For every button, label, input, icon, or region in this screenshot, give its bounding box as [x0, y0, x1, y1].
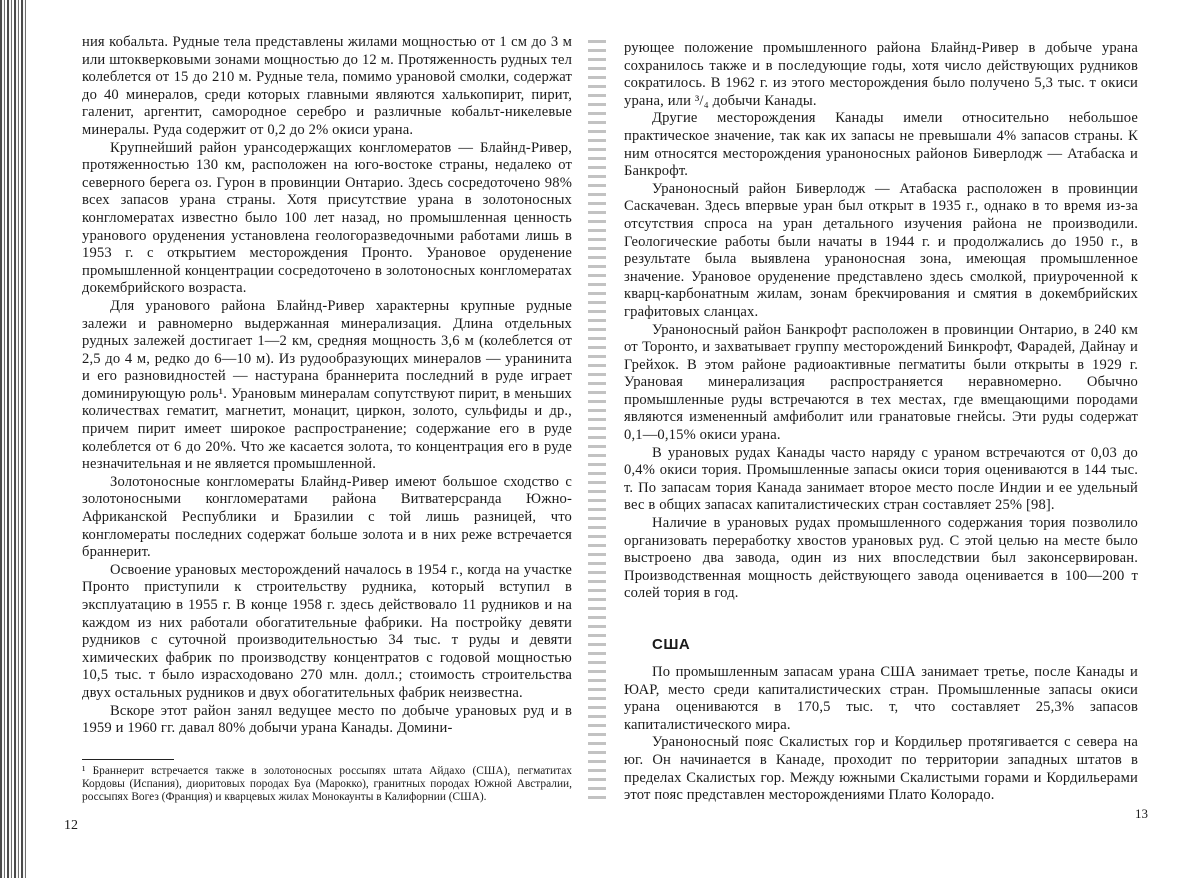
right-page-text	[624, 40, 1138, 603]
left-paragraph-5: Освоение урановых месторождений началось в 1954 г., когда на участке Пронто приступили к строительству рудника, который вступил в эксплуатацию в 1955 г. В конце 1958 г. здесь действовало 11 рудников и на каждом из них работали обогатительные фабрики. На постройку девяти рудников с суточной производительностью 34 тыс. т руды и девяти химических фабрик по производству концентратов с годовой мощностью 10,5 тыс. т было израсходовано 270 млн. долл.; стоимость строительства двух остальных рудников и двух обогатительных фабрик неизвестна.	[82, 561, 572, 701]
right-paragraph-6: Наличие в урановых рудах промышленного содержания тория позволило организовать переработку хвостов урановых руд. С этой целью на месте было выстроено два завода, один из них впоследствии был законсервирован. Производственная мощность действующего завода оценивается в 100—200 т солей тория в год.	[624, 515, 1138, 602]
book-spine-shadow	[0, 0, 26, 878]
right-paragraph-3: Ураноносный район Биверлодж — Атабаска расположен в провинции Саскачеван. Здесь впервые уран был открыт в 1935 г., однако в то время из-за отсутствия спроса на уран детального изучения района не производили. Геологические работы были начаты в 1944 г. и продолжались до 1950 г., в результате была выявлена ураноносная зона, имеющая промышленное значение. Урановое оруденение представлено здесь смолкой, приуроченной к кварц-карбонатным жилам, зонам брекчирования и смятия в докембрийских графитовых сланцах.	[624, 180, 1138, 320]
section-heading-usa: США	[652, 636, 691, 653]
left-page-text	[82, 34, 572, 738]
right-paragraph-5: В урановых рудах Канады часто наряду с ураном встречаются от 0,03 до 0,4% окиси тория. Промышленные запасы окиси тория оцениваются в 144 тыс. т. По запасам тория Канада занимает второе место после Индии и ее удельный вес в общих запасах капиталистических стран составляет 25% [98].	[624, 444, 1138, 514]
left-paragraph-1: ния кобальта. Рудные тела представлены жилами мощностью от 1 см до 3 м или штокверковыми зонами мощностью до 12 м. Протяженность рудных тел колеблется от 15 до 210 м. Рудные тела, помимо урановой смолки, содержат до 40 минералов, среди которых главными являются халькопирит, пирит, галенит, аргентит, самородное серебро и различные кобальт-никелевые минералы. Руда содержит от 0,2 до 2% окиси урана.	[82, 34, 572, 138]
page-gutter	[588, 40, 606, 800]
left-paragraph-4: Золотоносные конгломераты Блайнд-Ривер имеют большое сходство с золотоносными конгломератами района Витватерсранда Южно-Африканской Республики и Бразилии с той лишь разницей, что конгломераты последних содержат больше золота и в них реже встречается браннерит.	[82, 473, 572, 561]
usa-paragraph-2: Ураноносный пояс Скалистых гор и Кордильер протягивается с севера на юг. Он начинается в Канаде, проходит по территории западных штатов в пределах Скалистых гор. Между южными Скалистыми горами и Кордильерами этот пояс представлен месторождениями Плато Колорадо.	[624, 734, 1138, 804]
left-page-number: 12	[64, 818, 78, 833]
left-paragraph-6: Вскоре этот район занял ведущее место по добыче урановых руд и в 1959 и 1960 гг. давал 80% добычи урана Канады. Домини-	[82, 702, 572, 737]
right-paragraph-4: Ураноносный район Банкрофт расположен в провинции Онтарио, в 240 км от Торонто, и захватывает группу месторождений Бинкрофт, Фарадей, Дайнау и Грейхок. В этом районе радиоактивные пегматиты были открыты в 1929 г. Урановая минерализация распространяется неравномерно. Обычно промышленные руды встречаются в тех местах, где вмещающими породами являются измененный амфиболит или гранатовые гнейсы. Эти руды содержат 0,1—0,15% окиси урана.	[624, 321, 1138, 444]
left-footnote: ¹ Браннерит встречается также в золотоносных россыпях штата Айдахо (США), пегматитах Кордовы (Испания), диоритовых породах Буа (Марокко), гранитных породах Южной Австралии, россыпях Вогез (Франция) и кварцевых жилах Монокаунты в Калифорнии (США).	[82, 765, 572, 804]
right-page-number: 13	[1135, 806, 1148, 821]
right-paragraph-2: Другие месторождения Канады имели относительно небольшое практическое значение, так как их запасы не превышали 4% запасов страны. К ним относятся месторождения ураноносных районов Биверлодж — Атабаска и Банкрофт.	[624, 110, 1138, 180]
usa-paragraph-1: По промышленным запасам урана США занимает третье, после Канады и ЮАР, место среди капиталистических стран. Промышленные запасы окиси урана оцениваются в 170,5 тыс. т, что составляет 25,3% запасов капиталистического мира.	[624, 664, 1138, 733]
usa-section-text	[624, 664, 1138, 805]
right-paragraph-1: рующее положение промышленного района Блайнд-Ривер в добыче урана сохранилось также и в последующие годы, хотя число действующих рудников сократилось. В 1962 г. из этого месторождения было получено 5,3 тыс. т окиси урана, или ³/₄ добычи Канады.	[624, 40, 1138, 109]
left-paragraph-2: Крупнейший район урансодержащих конгломератов — Блайнд-Ривер, протяженностью 130 км, расположен на юго-востоке страны, недалеко от северного берега оз. Гурон в провинции Онтарио. Здесь сосредоточено 98% всех запасов урана страны. Хотя присутствие урана в золотоносных конгломератах известно было 100 лет назад, но промышленная ценность уранового оруденения установлена геологоразведочными работами лишь в 1953 г. с открытием месторождения Пронто. Урановое оруденение промышленной концентрации сосредоточено в золотоносных конгломератах докембрийского возраста.	[82, 139, 572, 297]
left-paragraph-3: Для уранового района Блайнд-Ривер характерны крупные рудные залежи и равномерно выдержанная минерализация. Длина отдельных рудных залежей достигает 1—2 км, средняя мощность 3,6 м (колеблется от 2,5 до 4 м, редко до 6—10 м). Из рудообразующих минералов — уранинита и его разновидностей — настурана браннерита последний в руде играет доминирующую роль¹. Урановым минералам сопутствуют пирит, в меньших количествах гематит, магнетит, монацит, циркон, золото, сульфиды и др., причем пирит имеет широкое распространение; содержание его в руде колеблется от 6 до 20%. Что же касается золота, то концентрация его в руде незначительная и не является промышленной.	[82, 297, 572, 473]
footnote-divider	[82, 759, 174, 760]
